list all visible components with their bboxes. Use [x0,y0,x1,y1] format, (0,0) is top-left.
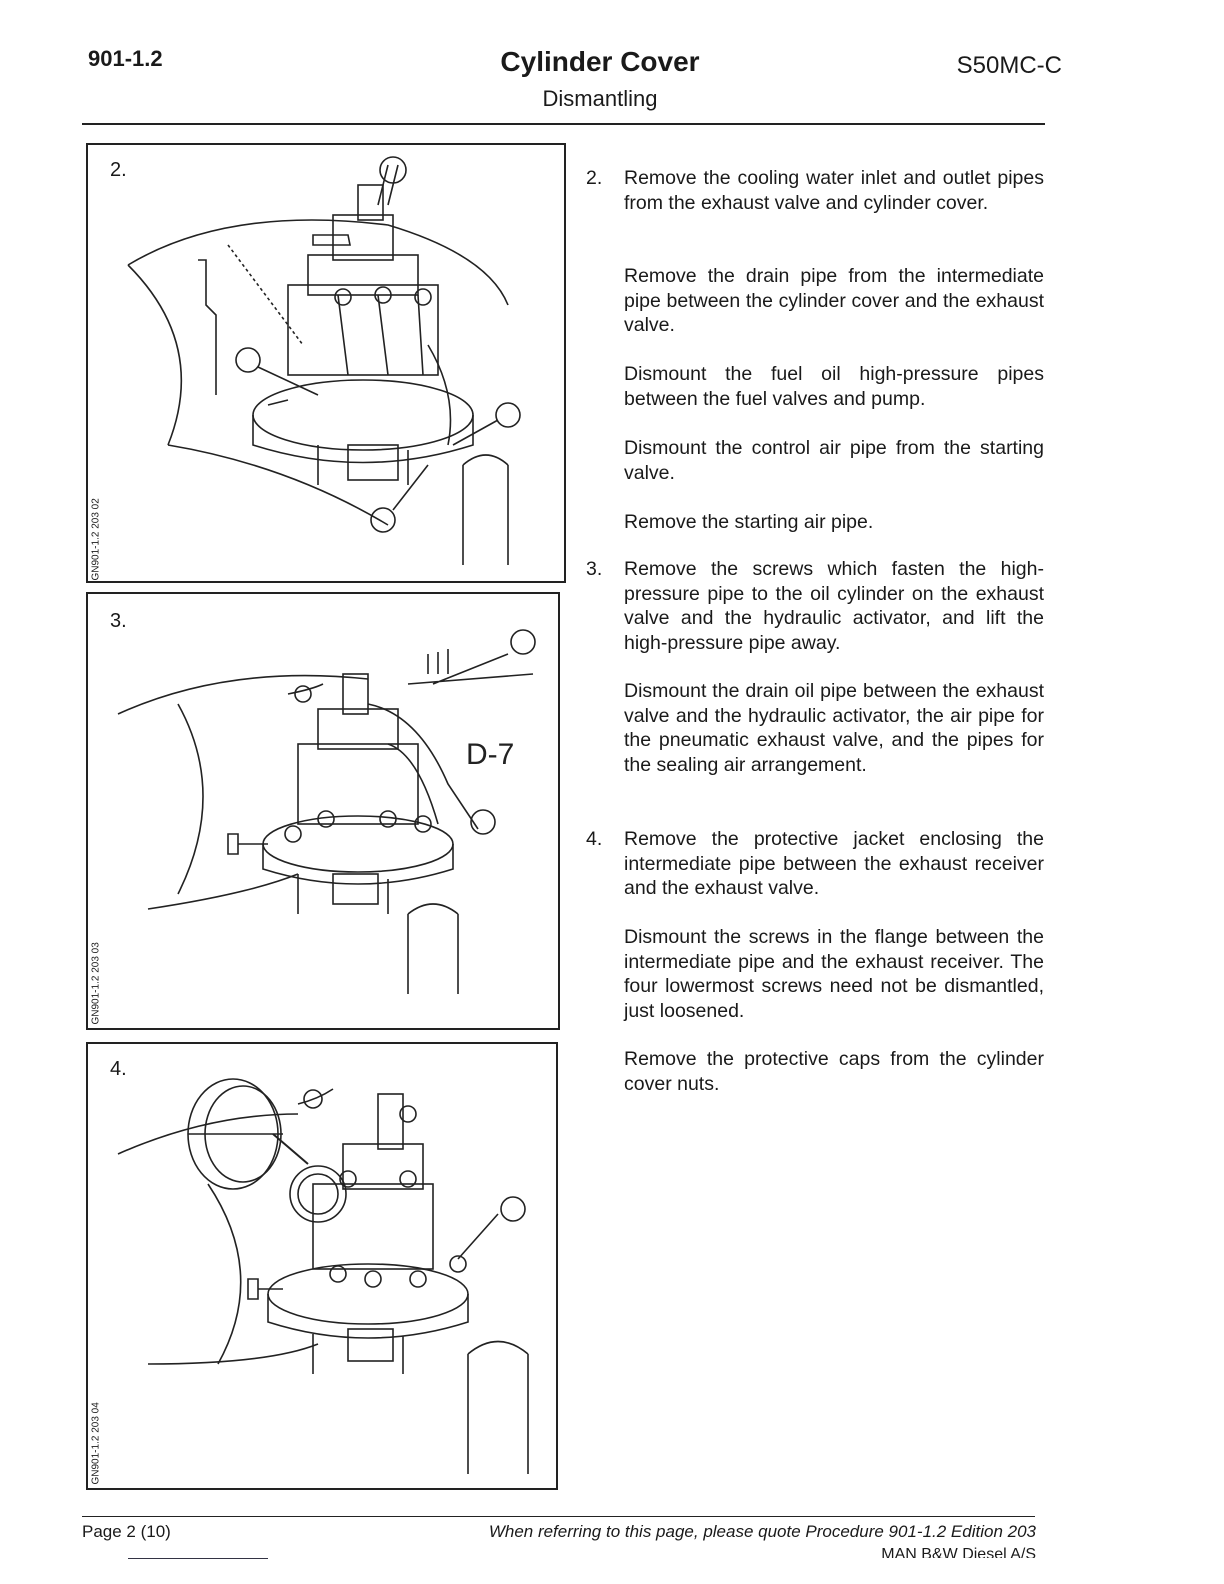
figure-4-code: GN901-1.2 203 04 [90,1402,102,1485]
step-paragraph: Remove the drain pipe from the intermediate pipe between the cylinder cover and the exhaust valve. [624,265,1044,336]
figure-3 [86,592,560,1030]
step-number: 3. [586,558,603,580]
step-paragraph: Remove the screws which fasten the high-pressure pipe to the oil cylinder on the exhaust valve and the hydraulic activator, and lift the high-pressure pipe away. [624,558,1044,654]
scan-mark [128,1558,268,1559]
step-paragraph: Remove the protective caps from the cylinder cover nuts. [624,1048,1044,1095]
step-paragraph: Remove the protective jacket enclosing the intermediate pipe between the exhaust receiver and the exhaust valve. [624,828,1044,899]
figure-3-illustration [88,594,558,1028]
header-divider [82,123,1045,125]
footer-divider [82,1516,1035,1517]
page-number: Page 2 (10) [82,1522,171,1541]
figure-3-label: D-7 [466,738,515,771]
page-subtitle: Dismantling [542,86,658,111]
figure-2 [86,143,566,583]
figure-2-illustration [88,145,564,581]
step-paragraph: Dismount the fuel oil high-pressure pipes between the fuel valves and pump. [624,363,1044,410]
figure-2-code: GN901-1.2 203 02 [90,498,102,581]
document-code: 901-1.2 [88,46,163,71]
figure-4 [86,1042,558,1490]
figure-2-number: 2. [110,159,127,181]
figure-4-illustration [88,1044,556,1488]
step-number: 2. [586,167,603,189]
figure-3-code: GN901-1.2 203 03 [90,942,102,1025]
step-paragraph: Remove the starting air pipe. [624,511,874,533]
reference-note: When referring to this page, please quote Procedure 901-1.2 Edition 203 [488,1522,1036,1541]
step-paragraph: Remove the cooling water inlet and outlet pipes from the exhaust valve and cylinder cover. [624,167,1044,214]
step-paragraph: Dismount the control air pipe from the starting valve. [624,437,1044,484]
figure-3-number: 3. [110,610,127,632]
engine-model: S50MC-C [956,52,1062,79]
step-paragraph: Dismount the drain oil pipe between the exhaust valve and the hydraulic activator, the air pipe for the pneumatic exhaust valve, and the pipes for the sealing air arrangement. [624,680,1044,776]
step-paragraph: Dismount the screws in the flange between the intermediate pipe and the exhaust receiver. The four lowermost screws need not be dismantled, just loosened. [624,926,1044,1022]
manufacturer-name: MAN B&W Diesel A/S [881,1546,1036,1558]
figure-4-number: 4. [110,1058,127,1080]
step-number: 4. [586,828,603,850]
page-title: Cylinder Cover [500,46,700,77]
